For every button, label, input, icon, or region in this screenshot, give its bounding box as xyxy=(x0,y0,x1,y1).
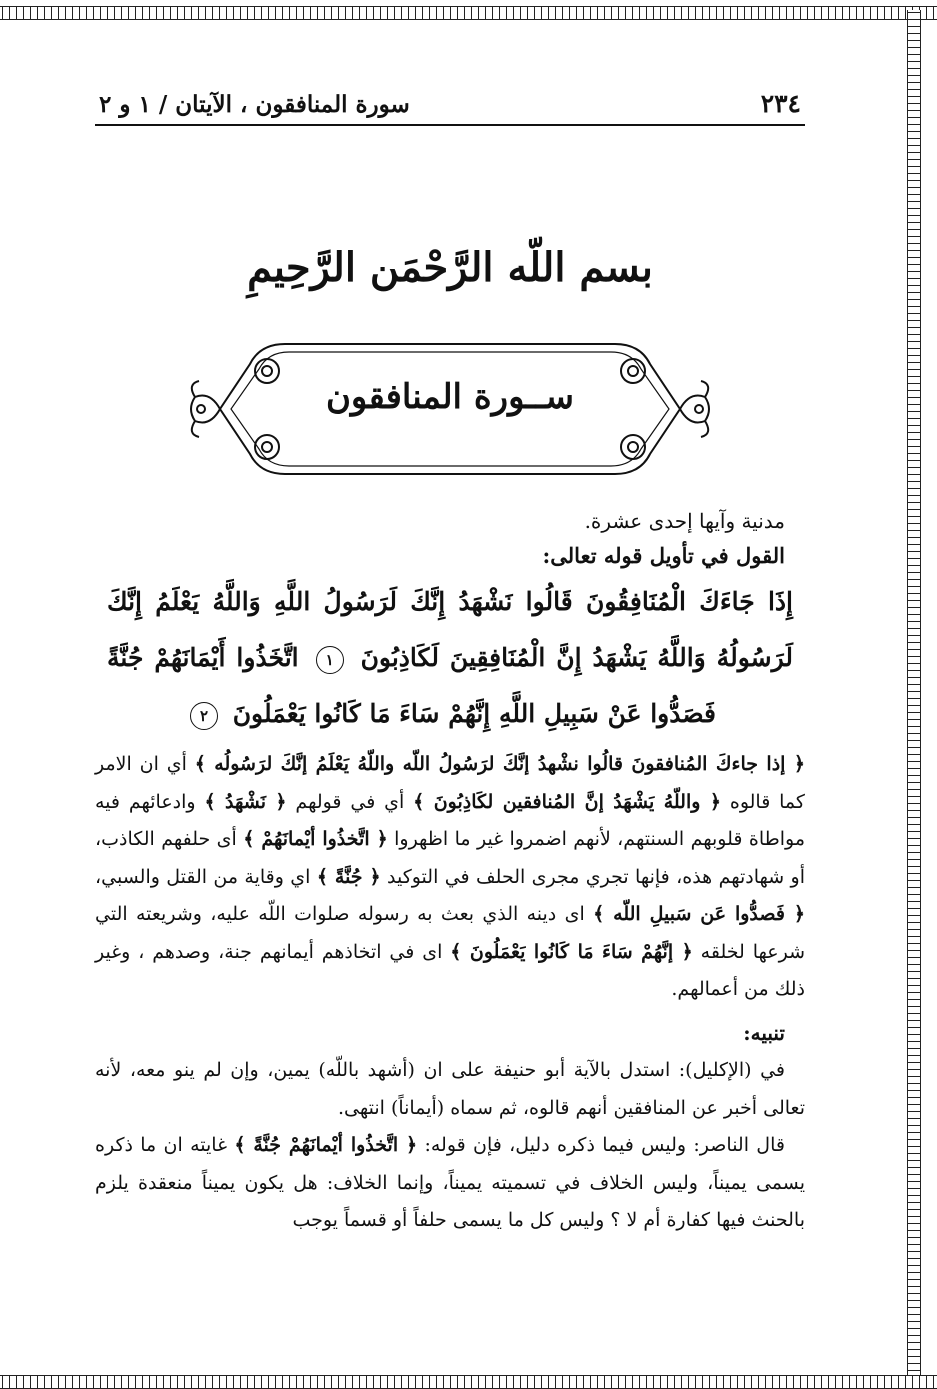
sura-cartouche xyxy=(95,329,805,489)
page-border-right xyxy=(907,10,921,1380)
quoted-verse: ﴿ واللّهُ يَشْهَدُ إنَّ المُنافقين لكَاذِبُونَ ﴾ xyxy=(413,790,721,813)
commentary-text: أي في قولهم xyxy=(286,790,414,813)
commentary-text: أى حلفهم الكاذب، أو شهادتهم هذه، فإنها تجري مجرى الحلف في التوكيد xyxy=(95,828,805,888)
section-heading: القول في تأويل قوله تعالى: xyxy=(542,543,785,568)
quoted-verse: ﴿ إذا جاءكَ المُنافقونَ قالُوا نشْهدُ إنَّكَ لرَسُولُ اللّه واللّهُ يَعْلَمُ إنَّكَ لرَسُولُه ﴾ xyxy=(194,753,805,775)
nasir-paragraph xyxy=(95,1127,805,1240)
page-number: ٢٣٤ xyxy=(760,89,801,118)
page-content xyxy=(95,78,805,1240)
commentary-text: قال الناصر: وليس فيما ذكره دليل، فإن قوله: xyxy=(417,1134,785,1156)
verse-text-2: اتَّخَذُوا أَيْمَانَهُمْ جُنَّةً فَصَدُّوا عَنْ سَبِيلِ اللَّهِ إِنَّهُمْ سَاءَ مَا كَانُوا يَعْمَلُونَ xyxy=(107,643,717,728)
commentary-text: وادعائهم فيه مواطاة قلوبهم السنتهم، لأنهم اضمروا غير ما اظهروا xyxy=(95,790,806,850)
basmala: بسم اللّه الرَّحْمَن الرَّحِيمِ xyxy=(247,244,653,291)
note-heading: تنبيه: xyxy=(743,1020,785,1045)
commentary xyxy=(95,746,805,1240)
verse-number-marker: ٢ xyxy=(190,702,218,730)
commentary-text: اى في اتخاذهم أيمانهم جنة، وصدهم ، وغير ذلك من أعمالهم. xyxy=(95,940,805,1000)
page-border-bottom xyxy=(0,1375,937,1389)
running-title: سورة المنافقون ، الآيتان / ١ و ٢ xyxy=(99,91,410,118)
commentary-text: اي وقاية من القتل والسبي، xyxy=(95,865,317,888)
commentary-text: اى دينه الذي بعث به رسوله صلوات اللّه عليه، وشريعته التي شرعها لخلقه xyxy=(95,903,805,963)
commentary-paragraph xyxy=(95,746,805,1009)
quoted-verse: ﴿ إنَّهُمْ سَاءَ مَا كَانُوا يَعْمَلُونَ ﴾ xyxy=(450,940,693,963)
commentary-text: أي ان الامر كما قالوه xyxy=(95,753,805,813)
running-header xyxy=(95,78,805,126)
quoted-verse: ﴿ فَصدُّوا عَن سَبيلِ اللّه ﴾ xyxy=(593,903,806,925)
quran-verse xyxy=(95,574,805,742)
verse-number-marker: ١ xyxy=(316,646,344,674)
page-border-top xyxy=(0,6,937,20)
quoted-verse: ﴿ جُنَّةً ﴾ xyxy=(316,865,381,888)
commentary-text: غايته ان ما ذكره يسمى يميناً، وليس الخلاف في تسميته يميناً، وإنما الخلاف: هل يكون يميناً منعقدة يلزم بالحنث فيها كفارة أم لا ؟ وليس كل ما يسمى حلفاً أو قسماً يوجب xyxy=(95,1134,805,1231)
sura-intro: مدنية وآيها إحدى عشرة. xyxy=(584,509,785,533)
quoted-verse: ﴿ اتَّخذُوا أيْمانَهُمْ جُنَّةً ﴾ xyxy=(234,1134,418,1156)
verse-text-1: إِذَا جَاءَكَ الْمُنَافِقُونَ قَالُوا نَشْهَدُ إِنَّكَ لَرَسُولُ اللَّهِ وَاللَّهُ يَعْلَمُ إِنَّكَ لَرَسُولُهُ وَاللَّهُ يَشْهَدُ إِنَّ الْمُنَافِقِينَ لَكَاذِبُونَ xyxy=(107,587,793,672)
iklil-paragraph: في (الإكليل): استدل بالآية أبو حنيفة على ان (أشهد باللّه) يمين، وإن لم ينو معه، لأنه تعالى أخبر عن المنافقين أنهم قالوه، ثم سماه (أيماناً) انتهى. xyxy=(95,1059,805,1119)
quoted-verse: ﴿ نَشْهَدُ ﴾ xyxy=(204,790,287,813)
quoted-verse: ﴿ اتَّخذُوا أيْمانَهُمْ ﴾ xyxy=(243,828,388,850)
sura-title: ســورة المنافقون xyxy=(325,377,575,417)
